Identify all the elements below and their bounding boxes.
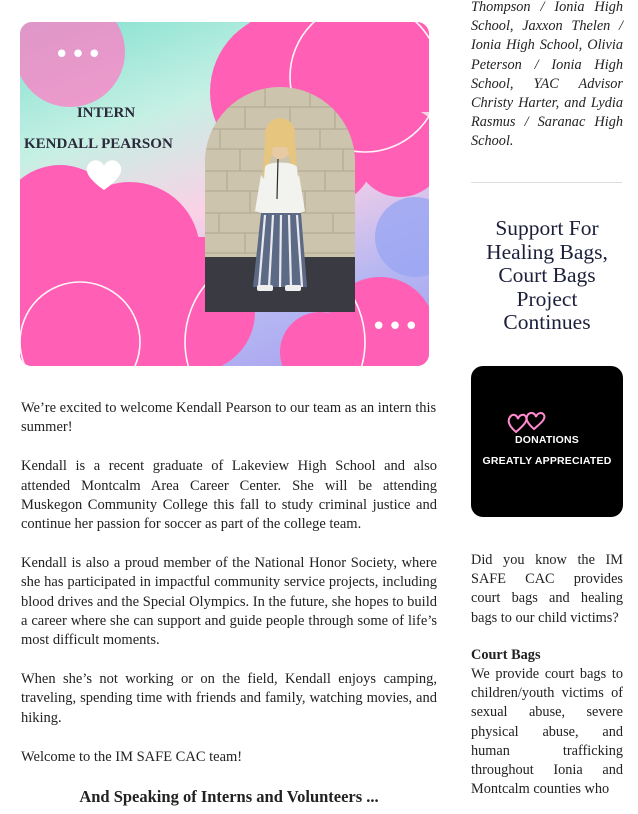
decorative-dots-bottom: ••• — [371, 312, 421, 342]
article-paragraph-2: Kendall is a recent graduate of Lakeview High School and also attended Montcalm Area Career Center. She will be attending Muskegon Community College this fall to study criminal justice and continue her passion for soccer as part of the college team. — [21, 458, 437, 533]
sidebar-divider — [471, 182, 622, 183]
article-paragraph-3: Kendall is also a proud member of the National Honor Society, where she has participated in impactful community service projects, including blood drives and the Special Olympics. In the future, she hopes to build a career where she can support and guide people through some of life’s most difficult moments. — [21, 555, 437, 649]
donations-label: DONATIONS — [514, 434, 580, 446]
graphic-label-name: KENDALL PEARSON — [24, 136, 173, 152]
article-body — [21, 399, 437, 806]
intern-feature-graphic — [20, 22, 429, 366]
sidebar-intro: Did you know the IM SAFE CAC provides court bags and healing bags to our child victims? — [471, 552, 623, 626]
donations-graphic — [471, 366, 623, 517]
sidebar-body — [471, 551, 623, 799]
donations-appreciated-label: GREATLY APPRECIATED — [482, 455, 612, 467]
article-subheading: And Speaking of Interns and Volunteers ... — [79, 787, 379, 807]
article-paragraph-1: We’re excited to welcome Kendall Pearson to our team as an intern this summer! — [21, 400, 437, 436]
graphic-label-intern: INTERN — [76, 105, 136, 121]
article-paragraph-4: When she’s not working or on the field, Kendall enjoys camping, traveling, spending time with friends and family, watching movies, and hiking. — [21, 671, 437, 726]
court-bags-heading: Court Bags — [471, 646, 541, 663]
decorative-dots-top: ••• — [54, 40, 104, 70]
sidebar-section-title: Support For Healing Bags, Court Bags Project Continues — [486, 216, 608, 334]
court-bags-text: We provide court bags to children/youth victims of sexual abuse, severe physical abuse, and human trafficking throughout Ionia and Montcalm counties who — [471, 666, 623, 798]
article-paragraph-5: Welcome to the IM SAFE CAC team! — [21, 748, 243, 765]
sidebar-credits-text: Thompson / Ionia High School, Jaxxon Thelen / Ionia High School, Olivia Peterson / Ionia High School, YAC Advisor Christy Harter, and Lydia Rasmus / Saranac High School. — [471, 0, 623, 150]
intern-portrait-photo — [205, 87, 355, 312]
heart-icon — [84, 158, 124, 192]
hearts-icon — [507, 412, 547, 434]
